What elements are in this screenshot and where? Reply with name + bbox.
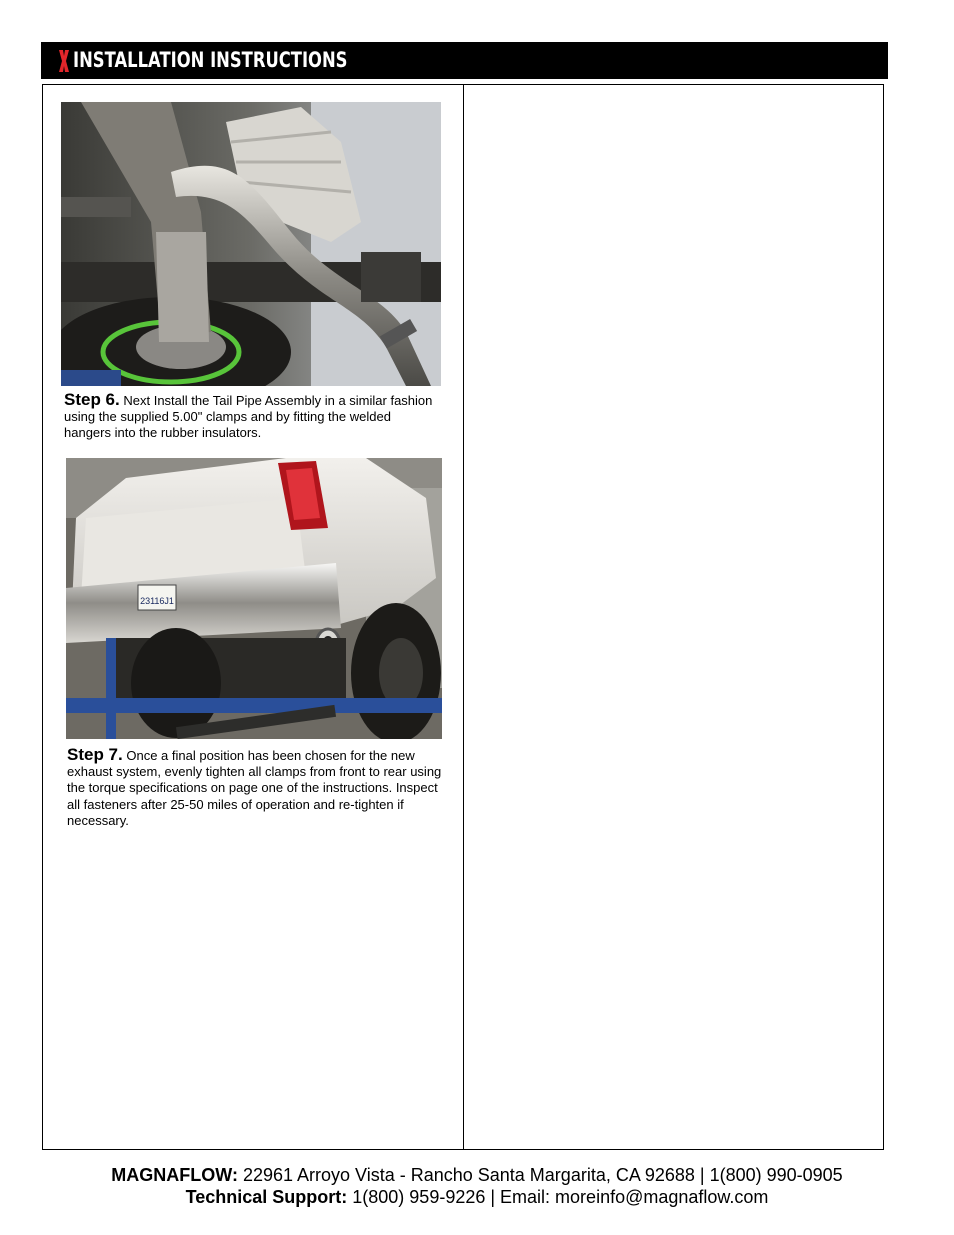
- footer-support-text: 1(800) 959-9226 | Email: moreinfo@magnaflow.com: [347, 1187, 769, 1207]
- tail-pipe-install-photo: [61, 102, 441, 386]
- content-frame: [42, 84, 884, 1150]
- footer-support-label: Technical Support:: [185, 1187, 348, 1207]
- footer-support: [0, 1187, 954, 1208]
- step-6: [64, 392, 434, 442]
- step-6-label: Step 6.: [64, 390, 120, 409]
- footer-address: [0, 1165, 954, 1186]
- footer-company-label: MAGNAFLOW:: [111, 1165, 238, 1185]
- header-bar: [41, 42, 888, 79]
- page-title: INSTALLATION INSTRUCTIONS: [73, 48, 348, 72]
- step-6-text: Next Install the Tail Pipe Assembly in a similar fashion using the supplied 5.00" clamps and by fitting the welded hangers into the rubber insulators.: [64, 393, 433, 441]
- step-7-label: Step 7.: [67, 745, 123, 764]
- footer-address-text: 22961 Arroyo Vista - Rancho Santa Margarita, CA 92688 | 1(800) 990-0905: [237, 1165, 843, 1185]
- step-7: [67, 747, 451, 829]
- step-7-text: Once a final position has been chosen for the new exhaust system, evenly tighten all clamps from front to rear using the torque specifications on page one of the instructions. Inspect all fasteners after 25-50 miles of operation and re-tighten if necessary.: [67, 748, 442, 828]
- truck-rear-photo: [66, 458, 442, 739]
- magnaflow-x-logo-icon: [59, 50, 69, 72]
- column-divider: [463, 85, 464, 1149]
- license-plate: 23116J1: [140, 596, 174, 606]
